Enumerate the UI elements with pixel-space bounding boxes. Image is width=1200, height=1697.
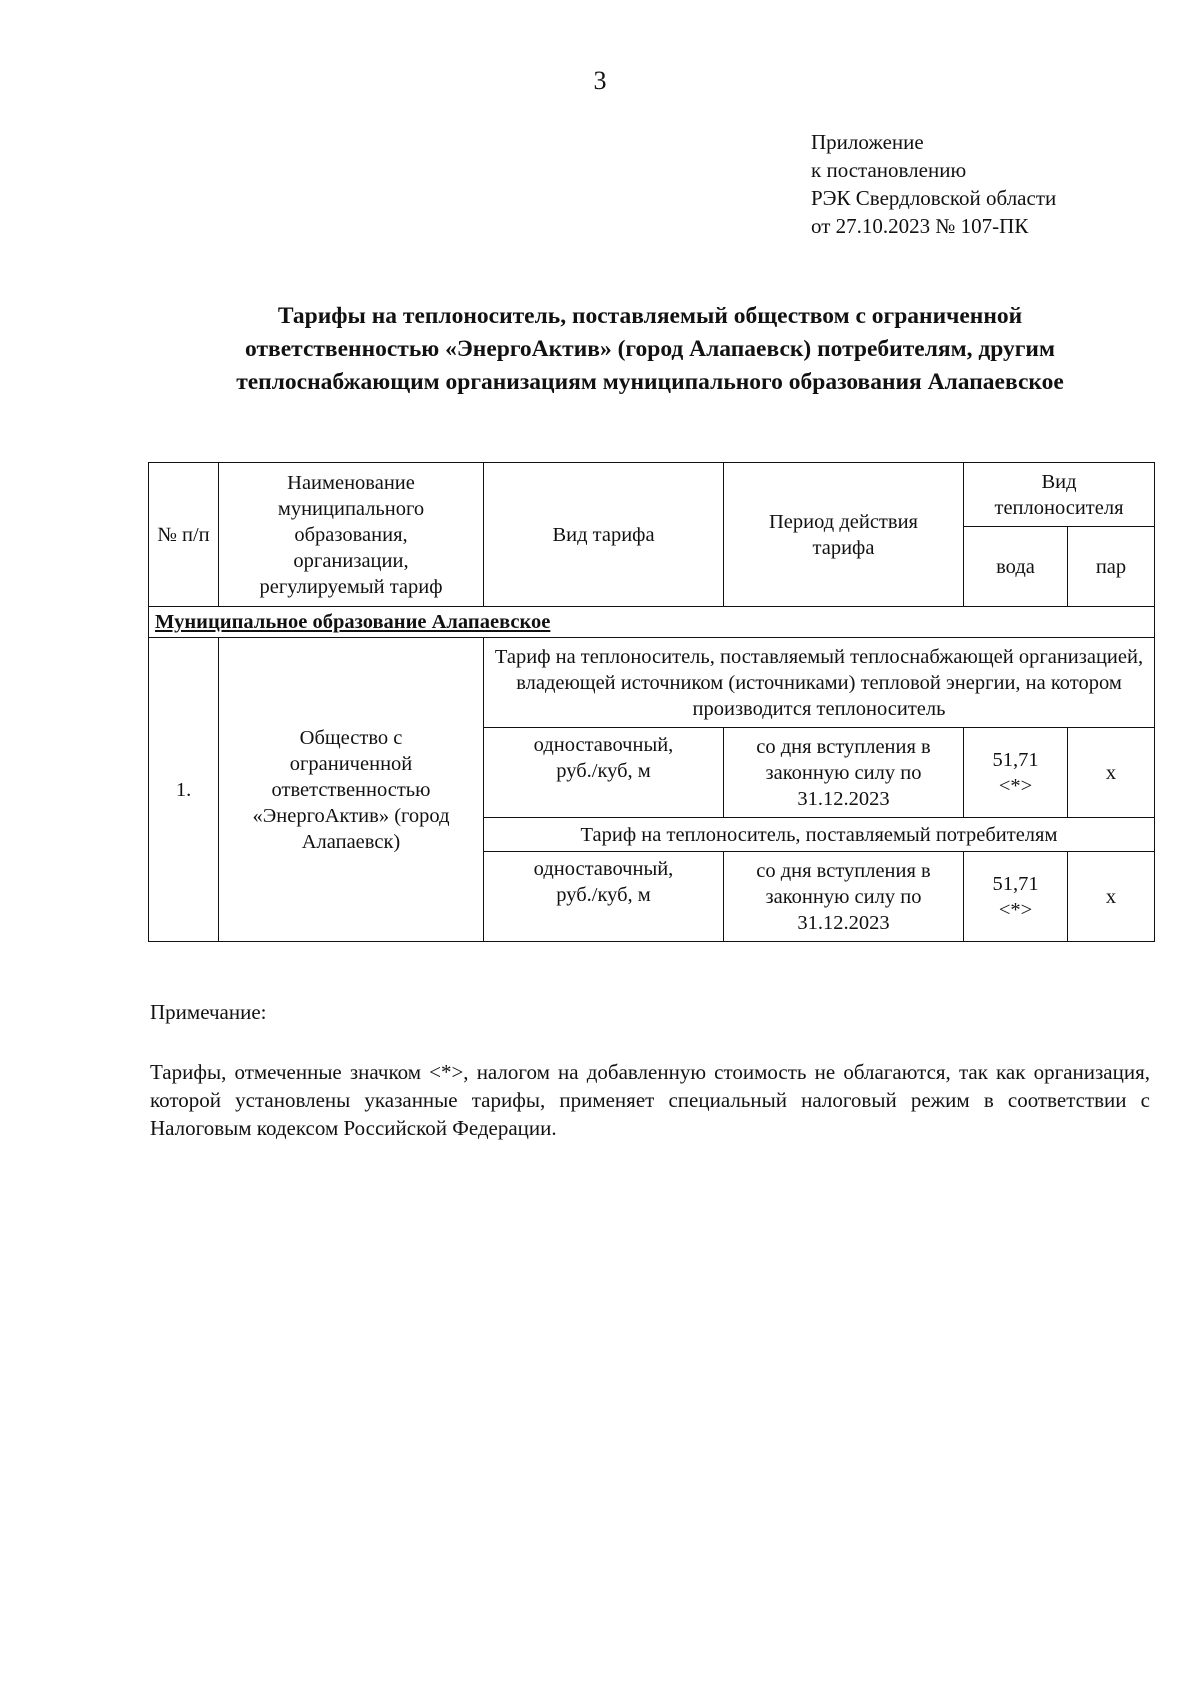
organization-line: ответственностью <box>271 778 431 801</box>
water-value: 51,71 <box>992 872 1039 895</box>
tariff-table <box>148 462 1155 942</box>
title-line: теплоснабжающим организациям муниципального образования Алапаевское <box>236 369 1064 395</box>
row-number: 1. <box>149 638 219 942</box>
organization-line: Общество с <box>299 726 403 749</box>
tariff-type-cell <box>484 852 724 942</box>
document-title <box>150 300 1150 399</box>
period-line: законную силу по <box>765 885 922 908</box>
header-name-line: Наименование <box>287 471 415 494</box>
tariff-type-cell <box>484 728 724 818</box>
header-name-line: регулируемый тариф <box>259 575 443 598</box>
header-number: № п/п <box>149 463 219 607</box>
header-period <box>724 463 964 607</box>
header-period-line: тарифа <box>812 536 875 559</box>
period-cell <box>724 728 964 818</box>
header-carrier-line: теплоносителя <box>994 496 1124 519</box>
section-heading-supplier: Тариф на теплоноситель, поставляемый теплоснабжающей организацией, владеющей источником (источниками) тепловой энергии, на котором производится теплоноситель <box>484 638 1155 728</box>
note-label: Примечание: <box>150 1000 267 1024</box>
header-steam: пар <box>1068 527 1155 607</box>
header-name-line: муниципального <box>277 497 425 520</box>
title-line: Тарифы на теплоноситель, поставляемый обществом с ограниченной <box>277 303 1023 329</box>
period-line: 31.12.2023 <box>797 787 890 810</box>
organization-line: Алапаевск) <box>301 830 401 853</box>
tariff-type-line: одноставочный, <box>533 858 674 880</box>
header-name-line: образования, <box>294 523 408 546</box>
organization-name <box>219 638 484 942</box>
header-carrier-line: Вид <box>1041 470 1077 493</box>
period-line: со дня вступления в <box>756 859 931 882</box>
appendix-line: от 27.10.2023 № 107-ПК <box>811 214 1029 238</box>
header-name-line: организации, <box>293 549 409 572</box>
water-marker: <*> <box>998 898 1033 921</box>
period-line: законную силу по <box>765 761 922 784</box>
period-line: 31.12.2023 <box>797 911 890 934</box>
municipality-heading: Муниципальное образование Алапаевское <box>149 607 1155 638</box>
header-period-line: Период действия <box>769 510 918 533</box>
header-carrier <box>964 463 1155 527</box>
note-text: Тарифы, отмеченные значком <*>, налогом на добавленную стоимость не облагаются, так как организация, которой установлены указанные тарифы, применяет специальный налоговый режим в соответствии с Налоговым кодексом Российской Федерации. <box>150 1060 1150 1140</box>
tariff-type-line: руб./куб, м <box>556 760 651 782</box>
tariff-type-line: руб./куб, м <box>556 884 651 906</box>
water-value-cell <box>964 852 1068 942</box>
header-water: вода <box>964 527 1068 607</box>
appendix-line: РЭК Свердловской области <box>811 186 1057 210</box>
steam-value-cell: x <box>1068 728 1155 818</box>
header-tariff-type: Вид тарифа <box>484 463 724 607</box>
page-number: 3 <box>593 66 607 95</box>
water-marker: <*> <box>998 774 1033 797</box>
appendix-block <box>811 128 1056 240</box>
organization-line: «ЭнергоАктив» (город <box>252 804 450 827</box>
tariff-type-line: одноставочный, <box>533 734 674 756</box>
steam-value-cell: x <box>1068 852 1155 942</box>
title-line: ответственностью «ЭнергоАктив» (город Алапаевск) потребителям, другим <box>245 336 1055 362</box>
period-cell <box>724 852 964 942</box>
period-line: со дня вступления в <box>756 735 931 758</box>
organization-line: ограниченной <box>289 752 413 775</box>
appendix-line: к постановлению <box>811 158 967 182</box>
header-name <box>219 463 484 607</box>
appendix-line: Приложение <box>811 130 924 154</box>
water-value: 51,71 <box>992 748 1039 771</box>
water-value-cell <box>964 728 1068 818</box>
section-heading-consumers: Тариф на теплоноситель, поставляемый потребителям <box>484 818 1155 852</box>
